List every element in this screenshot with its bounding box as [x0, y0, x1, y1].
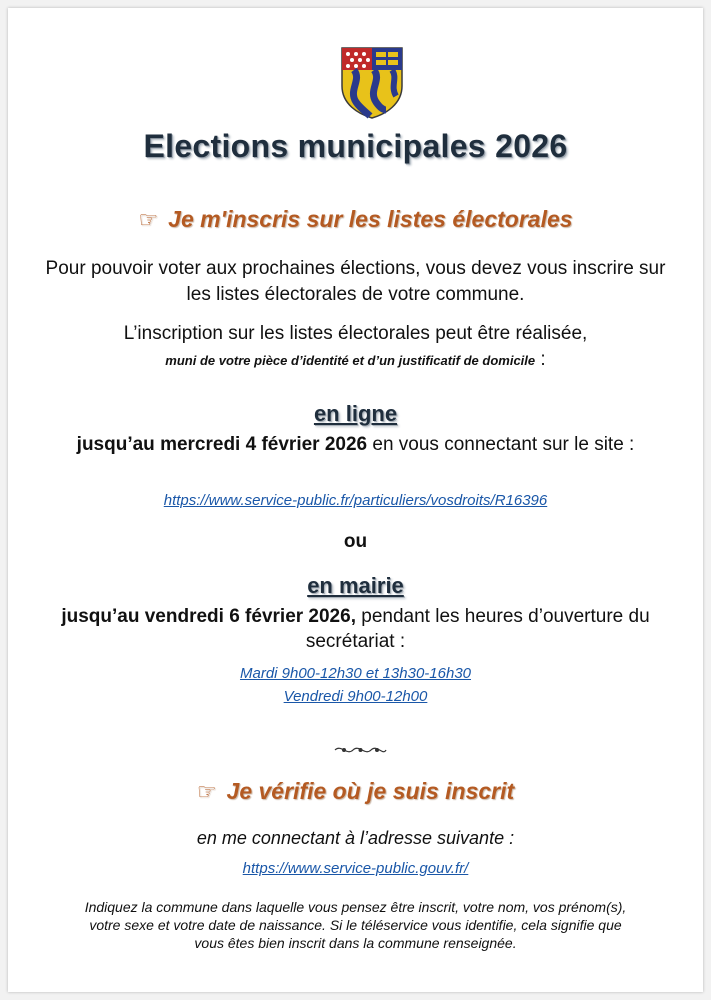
section-heading-verify-text: Je vérifie où je suis inscrit	[226, 778, 515, 804]
decorative-divider-icon	[333, 743, 388, 757]
coat-of-arms-icon	[340, 46, 404, 120]
hours-line-2	[8, 686, 703, 708]
town-hall-subheading: en mairie	[307, 573, 404, 598]
section-heading-verify	[8, 778, 703, 805]
registration-paragraph	[38, 321, 673, 374]
hours-line-1	[8, 663, 703, 685]
section-heading-register-text: Je m'inscris sur les listes électorales	[168, 206, 573, 232]
verification-notice: Indiquez la commune dans laquelle vous pensez être inscrit, votre nom, vos prénom(s), votre sexe et votre date de naissance. Si le téléservice vous identifie, cela signifie que vous êtes bien inscrit dans la commune renseignée.	[84, 899, 627, 951]
town-hall-instructions	[48, 604, 663, 654]
online-subheading: en ligne	[313, 401, 398, 426]
requirements-colon: :	[540, 349, 546, 370]
service-public-verify-link[interactable]: https://www.service-public.gouv.fr/	[242, 860, 469, 877]
verify-instructions: en me connectant à l’adresse suivante :	[196, 828, 515, 848]
requirements-text: muni de votre pièce d’identité et d’un justificatif de domicile	[165, 353, 536, 368]
online-deadline: jusqu’au mercredi 4 février 2026	[76, 434, 368, 455]
intro-paragraph: Pour pouvoir voter aux prochaines élections, vous devez vous inscrire sur les listes électorales de votre commune.	[45, 258, 666, 305]
online-instructions-rest: en vous connectant sur le site :	[367, 434, 635, 455]
town-hall-deadline: jusqu’au vendredi 6 février 2026,	[61, 606, 356, 627]
pointing-hand-icon: ☞	[138, 207, 159, 232]
online-link-line	[8, 490, 703, 512]
or-separator: ou	[343, 531, 368, 552]
opening-hours-tuesday-link[interactable]: Mardi 9h00-12h30 et 13h30-16h30	[239, 665, 471, 682]
service-public-registration-link[interactable]: https://www.service-public.fr/particuliers/vosdroits/R16396	[163, 492, 548, 509]
registration-possible-text: L’inscription sur les listes électorales peut être réalisée,	[123, 323, 588, 344]
poster-page	[8, 8, 703, 992]
pointing-hand-icon: ☞	[196, 779, 217, 804]
section-heading-register	[8, 206, 703, 233]
verify-link-line	[8, 858, 703, 880]
page-title: Elections municipales 2026	[143, 128, 568, 164]
online-instructions	[48, 432, 663, 457]
opening-hours-friday-link[interactable]: Vendredi 9h00-12h00	[283, 688, 428, 705]
town-hall-instructions-rest: pendant les heures d’ouverture du secrétariat :	[305, 606, 650, 652]
